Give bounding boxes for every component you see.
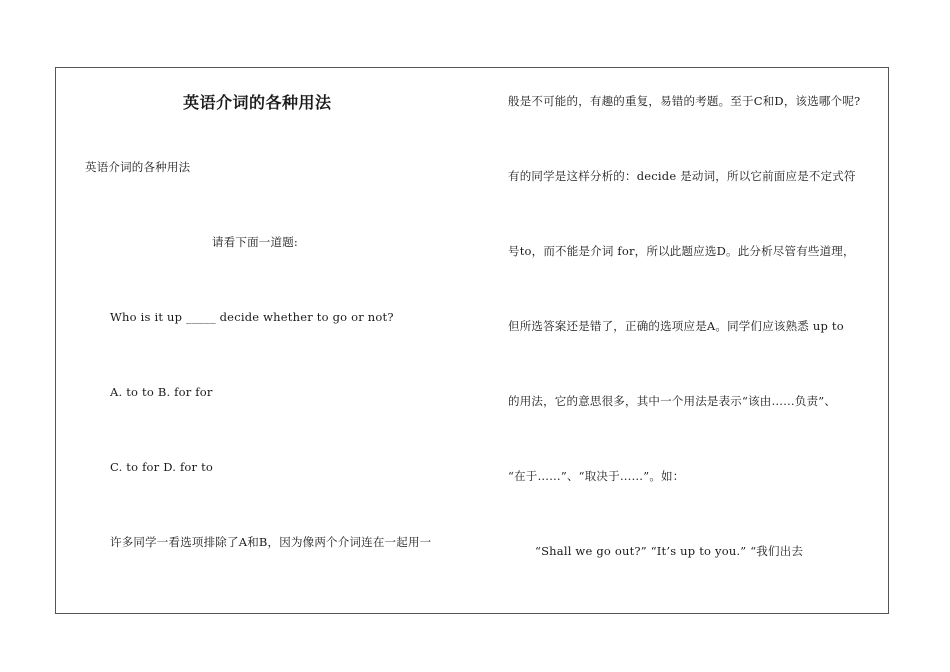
options-c-d: C. to for D. for to	[110, 460, 214, 474]
paragraph-line: 的用法，它的意思很多，其中一个用法是表示“该由……负责”、	[508, 394, 837, 408]
options-a-b: A. to to B. for for	[110, 385, 213, 399]
document-title: 英语介词的各种用法	[183, 93, 332, 112]
paragraph-line: 般是不可能的，有趣的重复，易错的考题。至于C和D，该选哪个呢?	[508, 94, 861, 108]
paragraph-line: 有的同学是这样分析的：decide 是动词，所以它前面应是不定式符	[508, 169, 856, 183]
paragraph-line: 但所选答案还是错了，正确的选项应是A。同学们应该熟悉 up to	[508, 319, 844, 333]
paragraph-line: 许多同学一看选项排除了A和B，因为像两个介词连在一起用一	[110, 535, 432, 549]
paragraph-line: 号to，而不能是介词 for，所以此题应选D。此分析尽管有些道理，	[508, 244, 855, 258]
subtitle: 英语介词的各种用法	[85, 160, 191, 174]
paragraph-line: “Shall we go out?” “It’s up to you.” “我们出去	[535, 544, 804, 558]
question-text: Who is it up _____ decide whether to go or not?	[110, 310, 394, 324]
question-prompt: 请看下面一道题:	[212, 235, 298, 249]
paragraph-line: “在于……”、“取决于……”。如：	[508, 469, 685, 483]
page-frame	[55, 67, 889, 614]
